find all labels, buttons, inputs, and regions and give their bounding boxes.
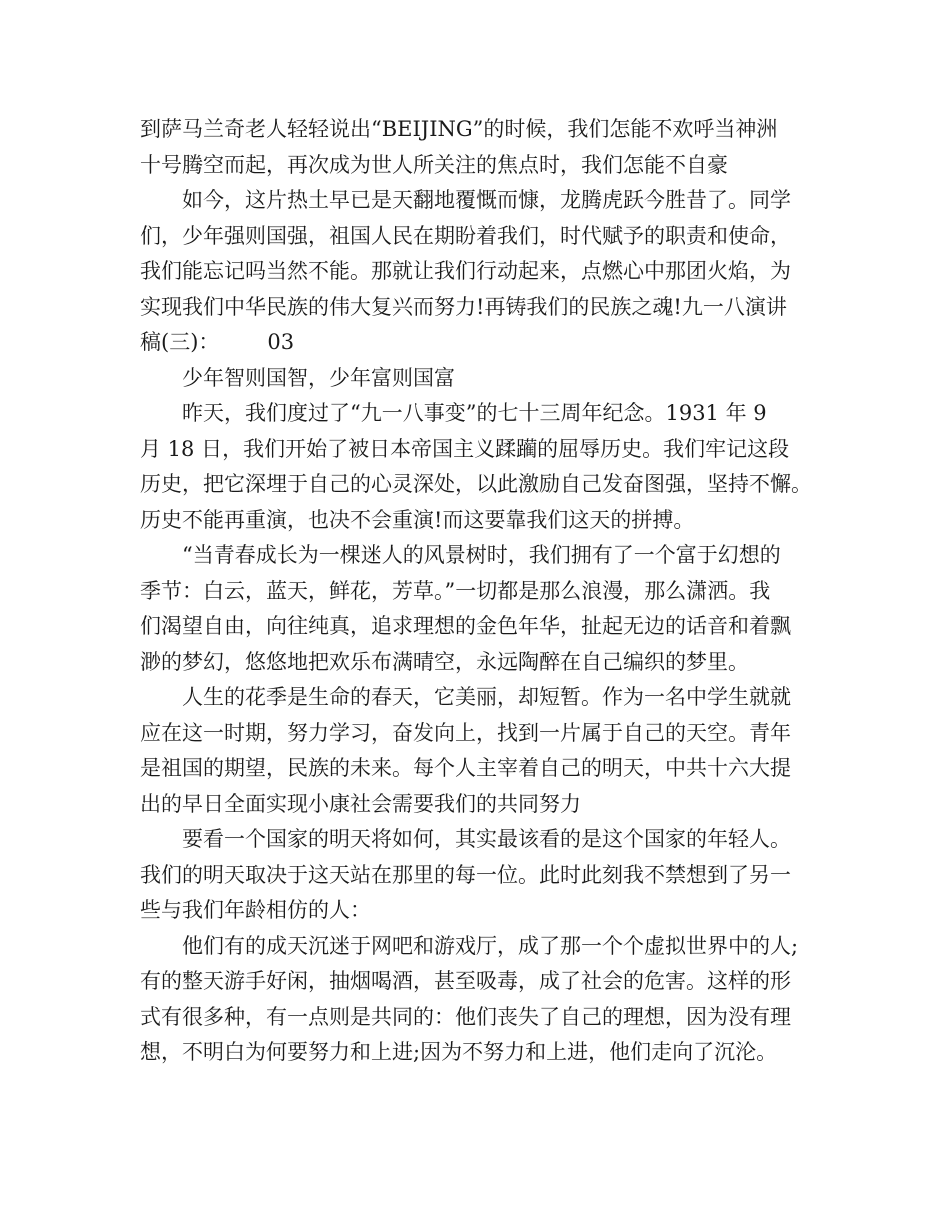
text-line bbox=[140, 538, 820, 574]
text-line-content: 出的早日全面实现小康社会需要我们的共同努力 bbox=[140, 791, 581, 816]
text-line-content: 十号腾空而起，再次成为世人所关注的焦点时，我们怎能不自豪 bbox=[140, 152, 728, 177]
text-line-content: 人生的花季是生命的春天，它美丽，却短暂。作为一名中学生就就 bbox=[182, 685, 791, 709]
text-line-content: 要看一个国家的明天将如何，其实最该看的是这个国家的年轻人。 bbox=[182, 827, 791, 851]
document-page bbox=[140, 112, 820, 1071]
text-line-content: 们，少年强则国强，祖国人民在期盼着我们，时代赋予的职责和使命， bbox=[140, 223, 791, 248]
text-line bbox=[140, 290, 820, 326]
text-line bbox=[140, 929, 820, 965]
text-line bbox=[140, 503, 820, 539]
text-line-content: 少年智则国智，少年富则国富 bbox=[182, 365, 455, 390]
text-line-content: 渺的梦幻，悠悠地把欢乐布满晴空，永远陶醉在自己编织的梦里。 bbox=[140, 649, 749, 674]
text-line bbox=[140, 254, 820, 290]
text-line-content: 历史，把它深埋于自己的心灵深处，以此激励自己发奋图强，坚持不懈。 bbox=[140, 472, 812, 496]
text-line-content: “当青春成长为一棵迷人的风景树时，我们拥有了一个富于幻想的 bbox=[182, 543, 781, 567]
text-line-content: 我们能忘记吗当然不能。那就让我们行动起来，点燃心中那团火焰，为 bbox=[140, 259, 791, 283]
text-line-content: 季节：白云，蓝天，鲜花，芳草。”一切都是那么浪漫，那么潇洒。我 bbox=[140, 578, 771, 603]
text-line bbox=[140, 964, 820, 1000]
text-line bbox=[140, 680, 820, 716]
text-line bbox=[140, 893, 820, 929]
text-line-content: 稿(三)： bbox=[140, 330, 220, 354]
text-line bbox=[140, 1035, 820, 1071]
text-line bbox=[140, 609, 820, 645]
text-line bbox=[140, 361, 820, 397]
text-line bbox=[140, 574, 820, 610]
text-line-content: 历史不能再重演，也决不会重演!而这要靠我们这天的拼搏。 bbox=[140, 507, 695, 532]
text-line bbox=[140, 219, 820, 255]
text-line bbox=[140, 467, 820, 503]
text-line-content: 实现我们中华民族的伟大复兴而努力!再铸我们的民族之魂!九一八演讲 bbox=[140, 294, 787, 319]
text-line-content: 如今，这片热土早已是天翻地覆慨而慷，龙腾虎跃今胜昔了。同学 bbox=[182, 188, 791, 212]
text-line bbox=[140, 645, 820, 681]
text-line-content: 式有很多种，有一点则是共同的：他们丧失了自己的理想，因为没有理 bbox=[140, 1004, 791, 1029]
text-line-content: 有的整天游手好闲，抽烟喝酒，甚至吸毒，成了社会的危害。这样的形 bbox=[140, 969, 791, 993]
text-line bbox=[140, 787, 820, 823]
text-line-content: 些与我们年龄相仿的人： bbox=[140, 898, 371, 922]
text-line-content: 他们有的成天沉迷于网吧和游戏厅，成了那一个个虚拟世界中的人; bbox=[182, 933, 799, 958]
text-line-content: 我们的明天取决于这天站在那里的每一位。此时此刻我不禁想到了另一 bbox=[140, 862, 791, 887]
text-line bbox=[140, 396, 820, 432]
text-line-content: 到萨马兰奇老人轻轻说出“BEIJING”的时候，我们怎能不欢呼当神洲 bbox=[140, 117, 778, 141]
section-number: 03 bbox=[267, 330, 295, 354]
text-line bbox=[140, 432, 820, 468]
text-line bbox=[140, 112, 820, 148]
text-line-content: 想，不明白为何要努力和上进;因为不努力和上进，他们走向了沉沦。 bbox=[140, 1040, 778, 1064]
text-line-content: 昨天，我们度过了“九一八事变”的七十三周年纪念。1931 年 9 bbox=[182, 401, 767, 425]
text-line bbox=[140, 858, 820, 894]
text-line bbox=[140, 822, 820, 858]
text-line-content: 们渴望自由，向往纯真，追求理想的金色年华，扯起无边的话音和着飘 bbox=[140, 614, 791, 638]
text-line-content: 应在这一时期，努力学习，奋发向上，找到一片属于自己的天空。青年 bbox=[140, 720, 791, 745]
text-line bbox=[140, 1000, 820, 1036]
text-line bbox=[140, 148, 820, 184]
text-line bbox=[140, 716, 820, 752]
text-line-content: 是祖国的期望，民族的未来。每个人主宰着自己的明天，中共十六大提 bbox=[140, 756, 791, 780]
text-line bbox=[140, 325, 820, 361]
text-line bbox=[140, 751, 820, 787]
text-line-content: 月 18 日，我们开始了被日本帝国主义蹂躏的屈辱历史。我们牢记这段 bbox=[140, 436, 790, 461]
text-line bbox=[140, 183, 820, 219]
